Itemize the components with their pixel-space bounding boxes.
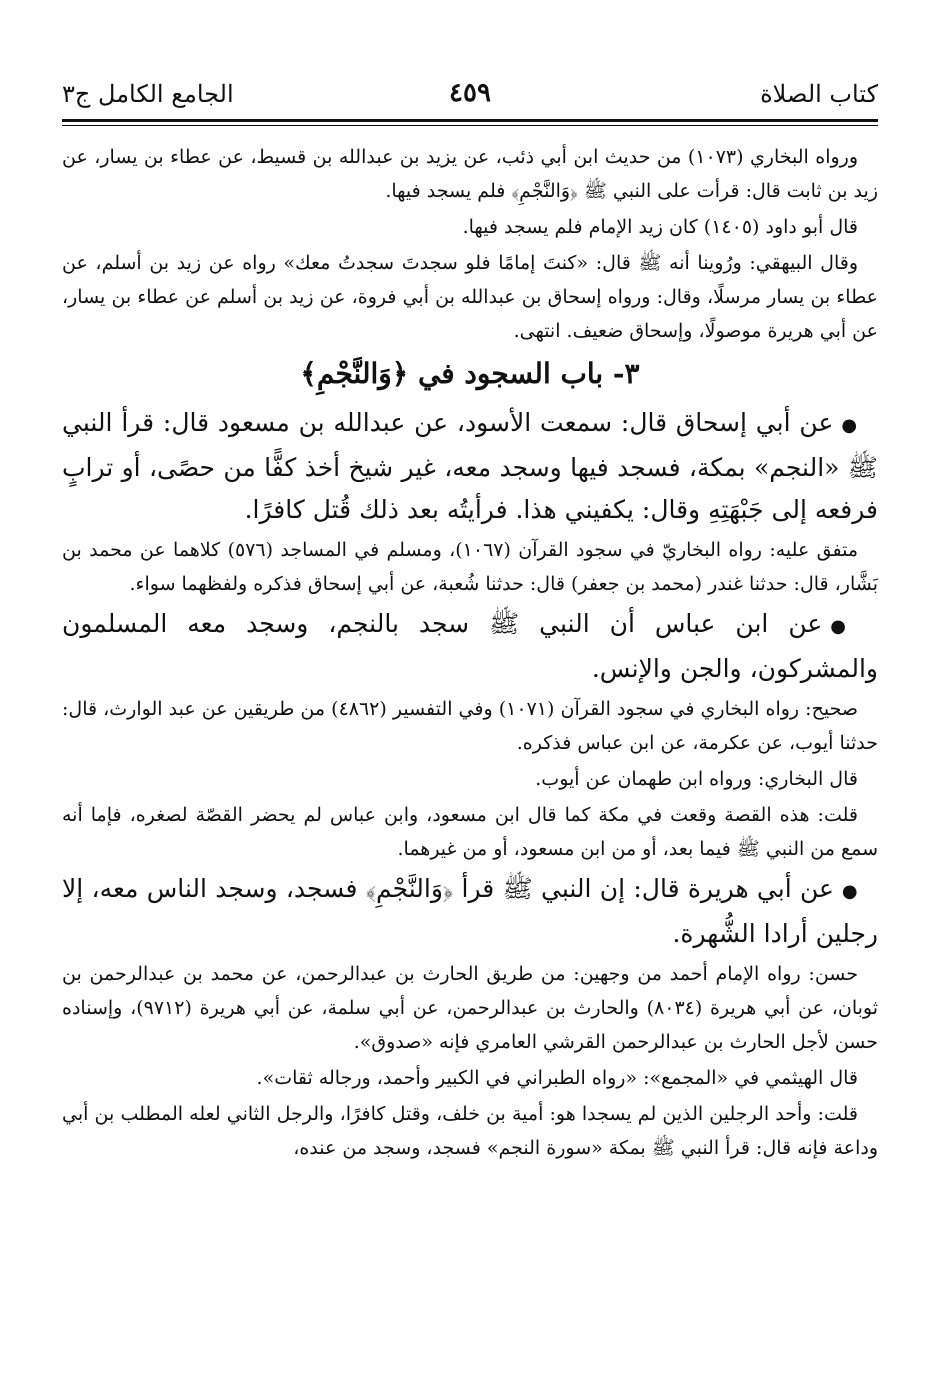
- note-paragraph: قلت: وأحد الرجلين الذين لم يسجدا هو: أمية بن خلف، وقتل كافرًا، والرجل الثاني لعله المطلب بن أبي وداعة فإنه قال: قرأ النبي ﷺ بمكة «سورة النجم» فسجد، وسجد من عنده،: [62, 1103, 878, 1159]
- book-title: الجامع الكامل ج٣: [62, 80, 234, 108]
- bullet-icon: ●: [830, 616, 858, 637]
- page-header: [62, 74, 878, 118]
- takhrij-paragraph: صحيح: رواه البخاري في سجود القرآن (١٠٧١) وفي التفسير (٤٨٦٢) من طريقين عن عبد الوارث، قال: حدثنا أيوب، عن عكرمة، عن ابن عباس فذكره.: [62, 698, 878, 754]
- note-paragraph: ورواه البخاري (١٠٧٣) من حديث ابن أبي ذئب، عن يزيد بن عبدالله بن قسيط، عن عطاء بن يسار، عن زيد بن ثابت قال: قرأت على النبي ﷺ ﴿وَالنَّجْمِ﴾ فلم يسجد فيها.: [62, 146, 878, 202]
- takhrij-paragraph: متفق عليه: رواه البخاريّ في سجود القرآن (١٠٦٧)، ومسلم في المساجد (٥٧٦) كلاهما عن محمد بن بَشَّار، قال: حدثنا غندر (محمد بن جعفر) قال: حدثنا شُعبة، عن أبي إسحاق فذكره ولفظهما سواء.: [62, 539, 878, 595]
- note-paragraph: قلت: هذه القصة وقعت في مكة كما قال ابن مسعود، وابن عباس لم يحضر القصّة لصغره، فإما أنه سمع من النبي ﷺ فيما بعد، أو من ابن مسعود، أو من غيرهما.: [62, 804, 878, 860]
- takhrij-paragraph: حسن: رواه الإمام أحمد من وجهين: من طريق الحارث بن عبدالرحمن، عن محمد بن عبدالرحمن بن ثوبان، عن أبي هريرة (٨٠٣٤) والحارث بن عبدالرحمن، عن أبي سلمة، عن أبي هريرة (٩٧١٢)، وإسناده حسن لأجل الحارث بن عبدالرحمن القرشي العامري فإنه «صدوق».: [62, 963, 878, 1053]
- note-paragraph: قال أبو داود (١٤٠٥) كان زيد الإمام فلم يسجد فيها.: [462, 216, 858, 238]
- header-rule-thick: [62, 119, 878, 122]
- hadith-paragraph: [62, 868, 878, 955]
- bullet-icon: ●: [841, 415, 858, 436]
- chapter-title: كتاب الصلاة: [760, 80, 878, 108]
- header-rule-thin: [62, 125, 878, 126]
- hadith-text: عن أبي إسحاق قال: سمعت الأسود، عن عبدالله بن مسعود قال: قرأ النبي ﷺ «النجم» بمكة، فسجد فيها وسجد معه، غير شيخ أخذ كفًّا من حصًى، أو ترابٍ فرفعه إلى جَبْهَتِهِ وقال: يكفيني هذا. فرأيتُه بعد ذلك قُتل كافرًا.: [62, 408, 878, 524]
- page-number: ٤٥٩: [449, 78, 491, 108]
- hadith-text: عن أبي هريرة قال: إن النبي ﷺ قرأ ﴿وَالنَّجْمِ﴾ فسجد، وسجد الناس معه، إلا رجلين أرادا الشُّهرة.: [62, 874, 878, 948]
- hadith-paragraph: [62, 603, 878, 690]
- note-paragraph: قال البخاري: ورواه ابن طهمان عن أيوب.: [535, 768, 858, 790]
- page-content: [62, 140, 878, 1167]
- note-paragraph: وقال البيهقي: ورُوينا أنه ﷺ قال: «كنتَ إمامًا فلو سجدتَ سجدتُ معك» رواه عن زيد بن أسلم، عن عطاء بن يسار مرسلًا، وقال: ورواه إسحاق بن عبدالله بن أبي فروة، عن زيد بن أسلم عن عطاء بن يسار، عن أبي هريرة موصولًا، وإسحاق ضعيف. انتهى.: [62, 252, 878, 342]
- hadith-paragraph: [62, 402, 878, 531]
- chapter-heading: ٣- باب السجود في ﴿وَالنَّجْمِ﴾: [300, 357, 640, 390]
- note-paragraph: قال الهيثمي في «المجمع»: «رواه الطبراني في الكبير وأحمد، ورجاله ثقات».: [256, 1067, 858, 1089]
- bullet-icon: ●: [841, 881, 858, 902]
- hadith-text: عن ابن عباس أن النبي ﷺ سجد بالنجم، وسجد معه المسلمون والمشركون، والجن والإنس.: [62, 609, 878, 683]
